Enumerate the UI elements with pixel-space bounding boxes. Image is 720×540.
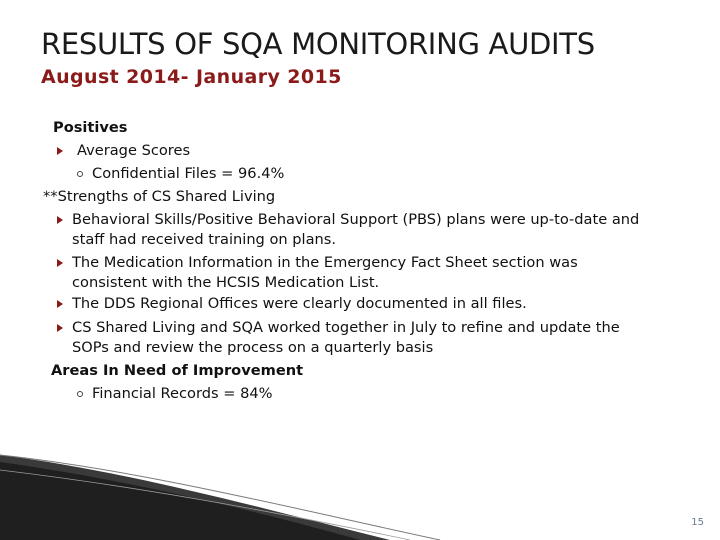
strengths-bullet-1-line-2: staff had received training on plans.: [72, 231, 337, 248]
strengths-bullet-2-line-1: The Medication Information in the Emergency Fact Sheet section was: [72, 254, 578, 271]
positives-heading: Positives: [53, 119, 128, 136]
improvement-sub-item: Financial Records = 84%: [92, 385, 273, 402]
positives-item: Average Scores: [77, 142, 191, 159]
strengths-heading: **Strengths of CS Shared Living: [43, 188, 276, 205]
strengths-bullet-4-line-1: CS Shared Living and SQA worked together in July to refine and update the: [72, 319, 620, 336]
page-number: 15: [691, 517, 704, 528]
slide-subtitle: August 2014- January 2015: [41, 66, 342, 88]
strengths-bullet-3: The DDS Regional Offices were clearly documented in all files.: [72, 295, 527, 312]
slide-title: RESULTS OF SQA MONITORING AUDITS: [41, 27, 595, 61]
improvement-heading: Areas In Need of Improvement: [51, 362, 304, 379]
strengths-bullet-2-line-2: consistent with the HCSIS Medication List.: [72, 274, 380, 291]
positives-sub-item: Confidential Files = 96.4%: [92, 165, 285, 182]
strengths-bullet-1-line-1: Behavioral Skills/Positive Behavioral Support (PBS) plans were up-to-date and: [72, 211, 640, 228]
strengths-bullet-4-line-2: SOPs and review the process on a quarterly basis: [72, 339, 434, 356]
